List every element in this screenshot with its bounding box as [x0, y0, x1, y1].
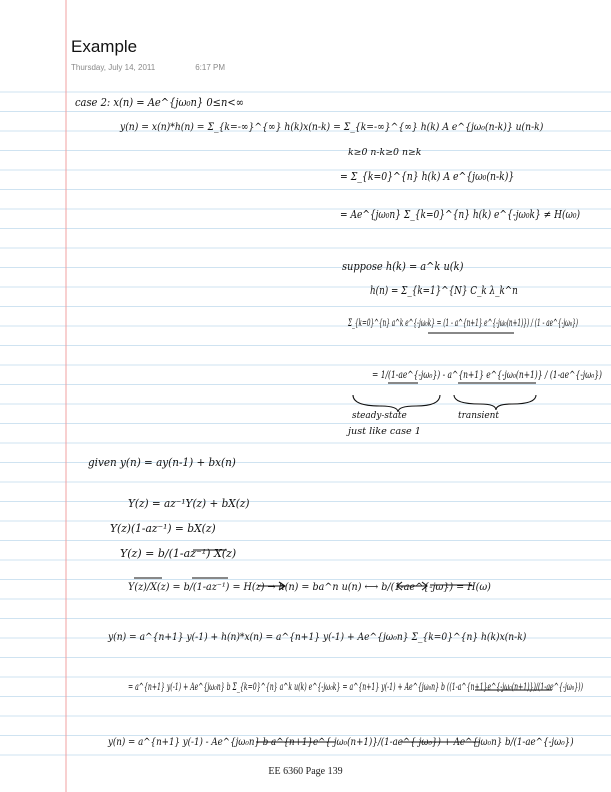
handwritten-line: given y(n) = ay(n-1) + bx(n)	[88, 456, 236, 469]
handwritten-line: h(n) = Σ_{k=1}^{N} C_k λ_k^n	[370, 284, 518, 297]
date-text: Thursday, July 14, 2011	[71, 63, 156, 72]
handwritten-line: = 1/(1-ae^{-jω₀}) - a^{n+1} e^{-jω₀(n+1)} / (1-ae^{-jω₀})	[372, 370, 603, 381]
handwritten-line: Y(z)/X(z) = b/(1-az⁻¹) = H(z) → h(n) = ba^n u(n) ⟷ b/(1-ae^{-jω}) = H(ω)	[128, 581, 491, 593]
handwritten-line: suppose h(k) = a^k u(k)	[342, 260, 464, 273]
handwritten-line: just like case 1	[345, 426, 421, 437]
handwritten-line: Y(z)(1-az⁻¹) = bX(z)	[110, 522, 216, 535]
handwritten-line: y(n) = x(n)*h(n) = Σ_{k=-∞}^{∞} h(k)x(n-k) = Σ_{k=-∞}^{∞} h(k) A e^{jω₀(n-k)} u(n-k)	[119, 121, 544, 133]
page-title: Example	[71, 37, 138, 56]
handwritten-line: = Ae^{jω₀n} Σ_{k=0}^{n} h(k) e^{-jω₀k} ≠ H(ω₀)	[340, 208, 580, 221]
handwritten-line: Y(z) = az⁻¹Y(z) + bX(z)	[128, 497, 250, 510]
handwritten-line: case 2: x(n) = Ae^{jω₀n} 0≤n<∞	[75, 96, 244, 109]
ruled-lines	[0, 92, 611, 755]
page-footer: EE 6360 Page 139	[268, 766, 343, 777]
pen-strokes	[134, 333, 552, 742]
handwritten-line: = a^{n+1} y(-1) + Ae^{jω₀n} b Σ_{k=0}^{n} a^k u(k) e^{-jω₀k} = a^{n+1} y(-1) + Ae^{jω₀n} b ((1-a^{n+1}e^{-jω₀(n+1)})/(1-ae^{-jω₀}))	[128, 682, 584, 693]
handwritten-line: steady-state	[352, 410, 408, 421]
handwritten-line: transient	[458, 410, 500, 421]
time-text: 6:17 PM	[195, 63, 225, 72]
handwritten-line: y(n) = a^{n+1} y(-1) - Ae^{jω₀n} b a^{n+1}e^{-jω₀(n+1)}/(1-ae^{-jω₀}) + Ae^{jω₀n} b/(1-ae^{-jω₀})	[107, 737, 574, 748]
handwritten-line: = Σ_{k=0}^{n} h(k) A e^{jω₀(n-k)}	[340, 170, 515, 183]
handwritten-line: Σ_{k=0}^{n} a^k e^{-jω₀k} = (1 - a^{n+1} e^{-jω₀(n+1)}) / (1 - ae^{-jω₀})	[347, 318, 579, 329]
handwritten-line: y(n) = a^{n+1} y(-1) + h(n)*x(n) = a^{n+1} y(-1) + Ae^{jω₀n} Σ_{k=0}^{n} h(k)x(n-k)	[107, 631, 527, 643]
handwritten-line: k≥0 n-k≥0 n≥k	[348, 148, 422, 158]
handwritten-line: Y(z) = b/(1-az⁻¹) X(z)	[120, 547, 237, 560]
handwriting-layer	[75, 96, 602, 748]
timestamp	[71, 63, 225, 72]
